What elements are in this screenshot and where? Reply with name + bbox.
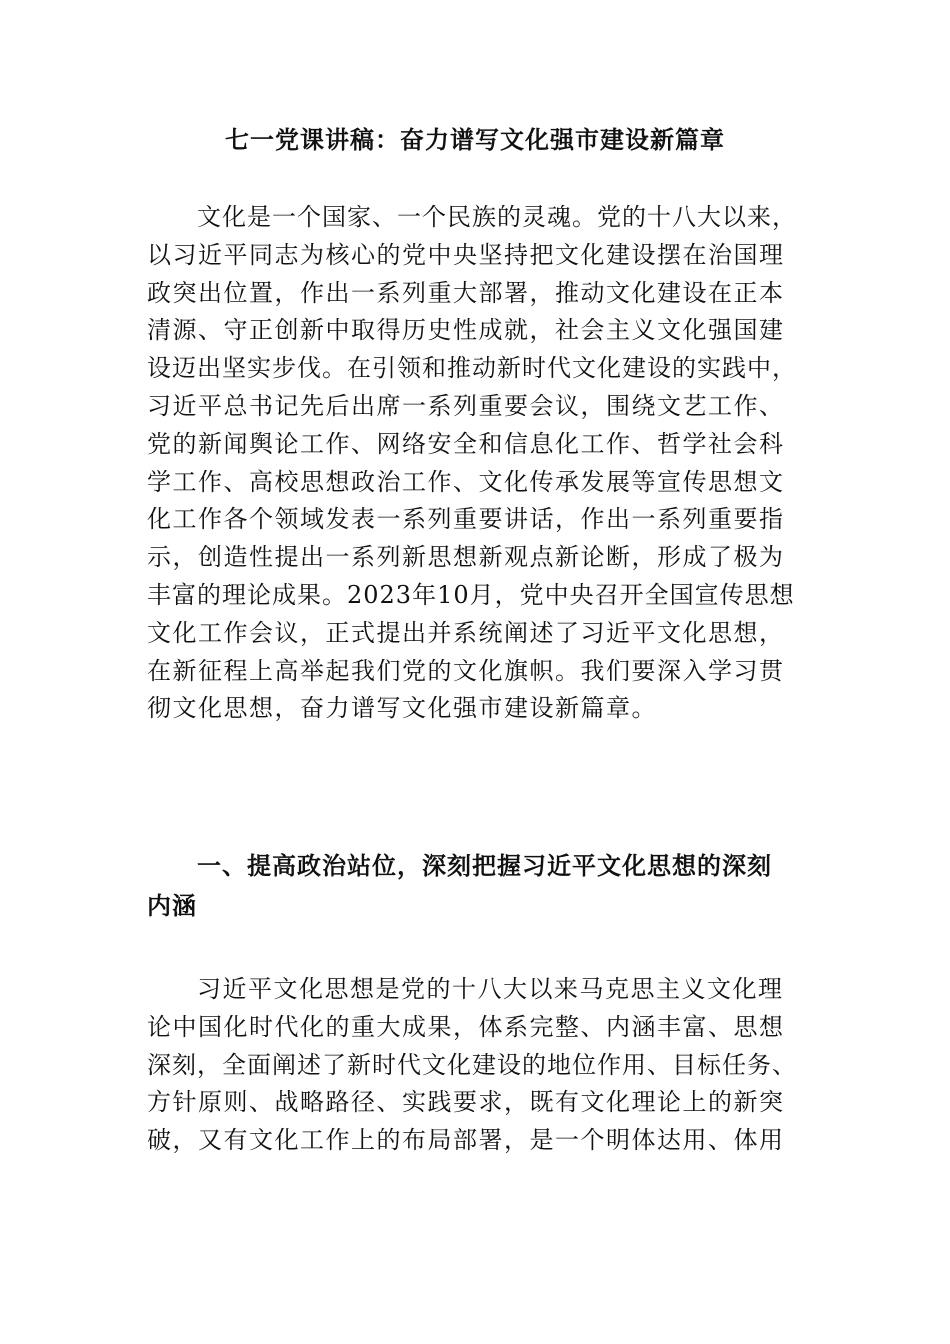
paragraph-line: 文化工作会议，正式提出并系统阐述了习近平文化思想， — [147, 618, 785, 647]
heading-line: 内涵 — [147, 891, 197, 920]
paragraph-line: 在新征程上高举起我们党的文化旗帜。我们要深入学习贯 — [147, 656, 785, 685]
paragraph-line: 以习近平同志为核心的党中央坚持把文化建设摆在治国理 — [147, 240, 785, 269]
paragraph-line: 丰富的理论成果。2023年10月，党中央召开全国宣传思想 — [147, 580, 795, 609]
section-heading-1 — [147, 846, 797, 926]
heading-line: 一、提高政治站位，深刻把握习近平文化思想的深刻 — [197, 851, 772, 880]
paragraph-line: 深刻，全面阐述了新时代文化建设的地位作用、目标任务、 — [147, 1050, 797, 1079]
body-paragraph-2 — [147, 971, 797, 1160]
paragraph-line: 方针原则、战略路径、实践要求，既有文化理论上的新突 — [147, 1088, 785, 1117]
paragraph-line: 文化是一个国家、一个民族的灵魂。党的十八大以来， — [197, 203, 797, 231]
paragraph-line: 化工作各个领域发表一系列重要讲话，作出一系列重要指 — [147, 505, 785, 534]
paragraph-line: 党的新闻舆论工作、网络安全和信息化工作、哲学社会科 — [147, 429, 785, 458]
paragraph-line: 破，又有文化工作上的布局部署，是一个明体达用、体用 — [147, 1126, 785, 1155]
paragraph-line: 习近平文化思想是党的十八大以来马克思主义文化理 — [197, 975, 784, 1003]
paragraph-line: 示，创造性提出一系列新思想新观点新论断，形成了极为 — [147, 543, 785, 572]
document-title: 七一党课讲稿：奋力谱写文化强市建设新篇章 — [225, 125, 725, 154]
paragraph-line: 政突出位置，作出一系列重大部署，推动文化建设在正本 — [147, 278, 785, 307]
paragraph-line: 习近平总书记先后出席一系列重要会议，围绕文艺工作、 — [147, 391, 785, 420]
paragraph-line: 学工作、高校思想政治工作、文化传承发展等宣传思想文 — [147, 467, 785, 496]
body-paragraph-1 — [147, 199, 797, 728]
paragraph-line: 论中国化时代化的重大成果，体系完整、内涵丰富、思想 — [147, 1012, 785, 1041]
paragraph-line: 彻文化思想，奋力谱写文化强市建设新篇章。 — [147, 694, 657, 723]
paragraph-line: 设迈出坚实步伐。在引领和推动新时代文化建设的实践中， — [147, 354, 797, 383]
paragraph-line: 清源、守正创新中取得历史性成就，社会主义文化强国建 — [147, 316, 785, 345]
